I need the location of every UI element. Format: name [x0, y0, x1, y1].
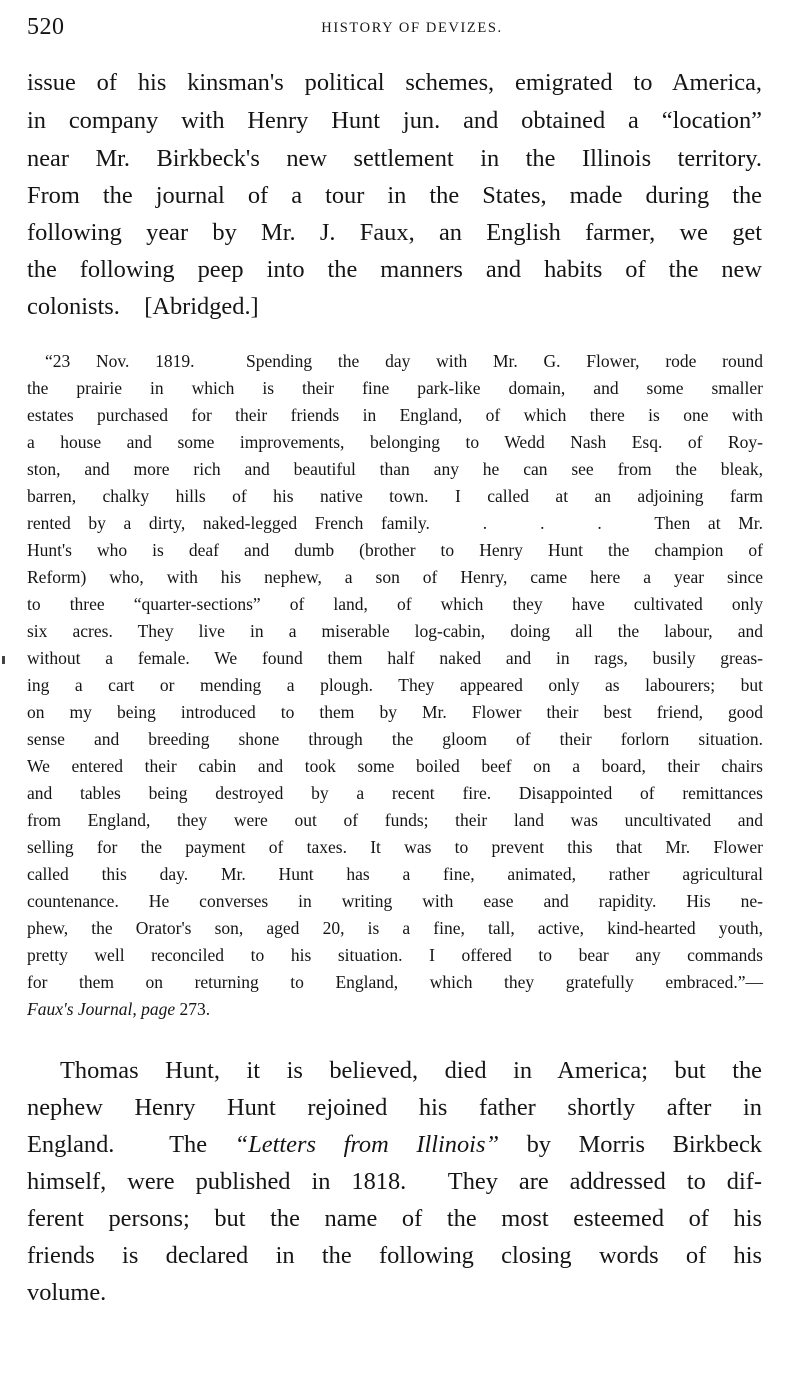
citation-page-label: page	[141, 999, 176, 1019]
intro-line: the following peep into the manners and habits of the new	[27, 256, 762, 283]
closing-line: friends is declared in the following closing words of his	[27, 1242, 762, 1269]
closing-line: Thomas Hunt, it is believed, died in America; but the	[60, 1057, 762, 1084]
closing-line: volume.	[27, 1279, 107, 1306]
intro-line: in company with Henry Hunt jun. and obtained a “location”	[27, 107, 762, 134]
running-title: HISTORY OF DEVIZES.	[321, 20, 503, 36]
quote-citation	[27, 996, 763, 1023]
quote-line: Hunt's who is deaf and dumb (brother to Henry Hunt the champion of	[27, 540, 763, 560]
quote-line: We entered their cabin and took some boiled beef on a board, their chairs	[27, 756, 763, 776]
page-number: 520	[27, 14, 65, 40]
closing-text: England. The	[27, 1131, 235, 1158]
quote-line: rented by a dirty, naked-legged French family. . . . Then at Mr.	[27, 513, 763, 533]
quote-line: barren, chalky hills of his native town. I called at an adjoining farm	[27, 486, 763, 506]
intro-line: near Mr. Birkbeck's new settlement in the Illinois territory.	[27, 145, 762, 172]
citation-page-number: 273.	[179, 999, 211, 1019]
quote-line: ston, and more rich and beautiful than any he can see from the bleak,	[27, 459, 763, 479]
quote-line: a house and some improvements, belonging to Wedd Nash Esq. of Roy-	[27, 432, 763, 452]
quote-line: the prairie in which is their fine park-like domain, and some smaller	[27, 378, 763, 398]
quote-line: from England, they were out of funds; their land was uncultivated and	[27, 810, 763, 830]
gutter-mark	[2, 656, 5, 664]
closing-line: ferent persons; but the name of the most esteemed of his	[27, 1205, 762, 1232]
quote-line: estates purchased for their friends in England, of which there is one with	[27, 405, 763, 425]
quote-line: for them on returning to England, which they gratefully embraced.”—	[27, 972, 763, 992]
quote-line: countenance. He converses in writing with ease and rapidity. His ne-	[27, 891, 763, 911]
quote-line: ing a cart or mending a plough. They appeared only as labourers; but	[27, 675, 763, 695]
book-title: “Letters from Illinois”	[234, 1131, 500, 1158]
quote-line: “23 Nov. 1819. Spending the day with Mr. G. Flower, rode round	[45, 351, 763, 371]
quote-line: to three “quarter-sections” of land, of which they have cultivated only	[27, 594, 763, 614]
intro-line: following year by Mr. J. Faux, an English farmer, we get	[27, 219, 762, 246]
intro-line: issue of his kinsman's political schemes, emigrated to America,	[27, 69, 762, 96]
closing-text: by Morris Birkbeck	[499, 1131, 762, 1158]
quote-line: without a female. We found them half naked and in rags, busily greas-	[27, 648, 763, 668]
intro-line: colonists. [Abridged.]	[27, 293, 259, 320]
quote-line: sense and breeding shone through the gloom of their forlorn situation.	[27, 729, 763, 749]
closing-line	[27, 1126, 762, 1164]
quote-line: phew, the Orator's son, aged 20, is a fine, tall, active, kind-hearted youth,	[27, 918, 763, 938]
closing-line: himself, were published in 1818. They are addressed to dif-	[27, 1168, 762, 1195]
quote-line: six acres. They live in a miserable log-cabin, doing all the labour, and	[27, 621, 763, 641]
quote-line: Reform) who, with his nephew, a son of Henry, came here a year since	[27, 567, 763, 587]
quote-line: selling for the payment of taxes. It was to prevent this that Mr. Flower	[27, 837, 763, 857]
intro-line: From the journal of a tour in the States, made during the	[27, 182, 762, 209]
quote-line: pretty well reconciled to his situation. I offered to bear any commands	[27, 945, 763, 965]
quote-line: called this day. Mr. Hunt has a fine, animated, rather agricultural	[27, 864, 763, 884]
quote-line: on my being introduced to them by Mr. Flower their best friend, good	[27, 702, 763, 722]
running-head	[27, 14, 767, 50]
quote-line: and tables being destroyed by a recent fire. Disappointed of remittances	[27, 783, 763, 803]
closing-line: nephew Henry Hunt rejoined his father shortly after in	[27, 1094, 762, 1121]
citation-work: Faux's Journal,	[27, 999, 137, 1019]
